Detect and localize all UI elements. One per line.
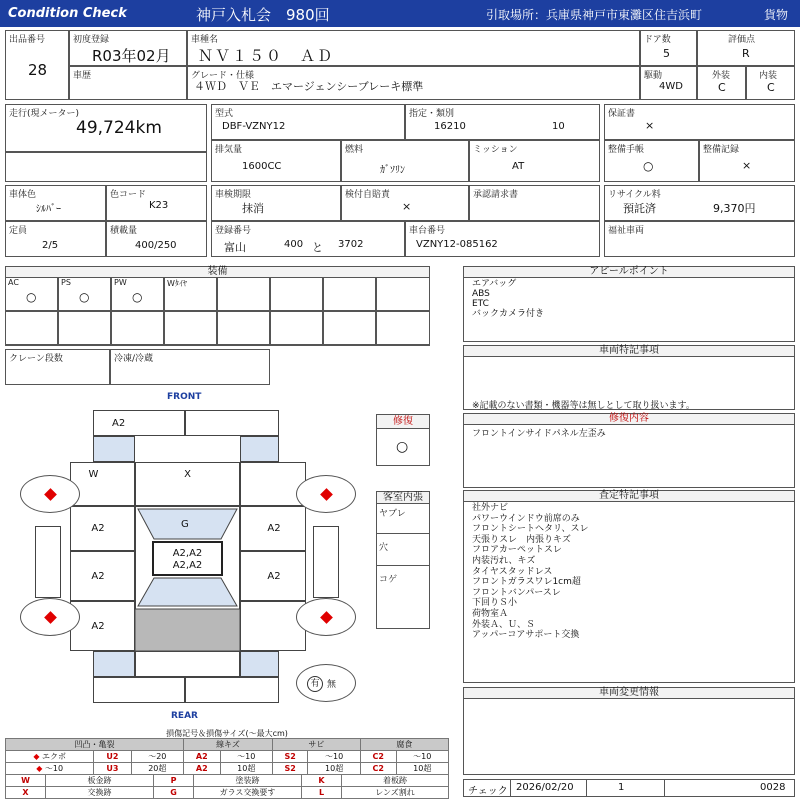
auction-title: 神戸入札会 980回 xyxy=(196,6,330,24)
type-cell xyxy=(211,104,405,140)
legend-group-corrosion: 腐食 xyxy=(360,739,448,751)
legend-r1-3: A2 xyxy=(195,752,208,761)
chassis-cell xyxy=(405,221,600,257)
model-name: ＮＶ１５０ ＡＤ xyxy=(198,47,335,65)
mission-label: ミッション xyxy=(473,145,518,155)
legend-r1-0: エクボ xyxy=(42,752,67,761)
equipment-cell xyxy=(164,311,217,345)
interior-cell xyxy=(746,66,795,100)
list-item: ABS xyxy=(472,289,490,299)
first-reg-value: R03年02月 xyxy=(92,47,171,65)
check-code: 0028 xyxy=(760,782,786,793)
change-title: 車両変更情報 xyxy=(464,688,794,699)
roof-code-2: A2,A2 xyxy=(172,560,203,571)
legend-r1-4: 〜10 xyxy=(220,751,272,763)
check-number: 1 xyxy=(618,782,625,793)
spare-yes: 有 xyxy=(307,676,323,692)
legend-group-rust: サビ xyxy=(272,739,360,751)
front-bumper-right-panel xyxy=(185,410,279,436)
drive-value: 4WD xyxy=(659,81,683,92)
legend-r2-4: 10超 xyxy=(220,763,272,775)
plate-number: 3702 xyxy=(338,239,364,250)
rating-value: R xyxy=(742,47,750,60)
designation-value: 16210 xyxy=(434,121,466,132)
maint-record-value: × xyxy=(742,159,752,172)
legend-r1-7: C2 xyxy=(372,752,384,761)
windshield-code: G xyxy=(181,519,189,530)
roof-panel xyxy=(152,541,223,576)
repair-label: 修復 xyxy=(377,415,429,429)
equipment-cell xyxy=(5,277,58,311)
doors-cell xyxy=(640,30,697,66)
equipment-cell xyxy=(5,311,58,345)
list-item: タイヤスタッドレス xyxy=(472,566,553,577)
interior-label: 内装 xyxy=(759,71,778,81)
list-item: 荷物室Ａ xyxy=(472,608,509,619)
code-x: X xyxy=(6,787,46,799)
cabin-ana: 穴 xyxy=(379,543,389,553)
history-cell xyxy=(69,66,187,100)
inspection-cell xyxy=(211,185,341,221)
legend-r2-5: S2 xyxy=(284,764,296,773)
equipment-cell xyxy=(217,277,270,311)
front-left-wheel-icon xyxy=(20,475,80,513)
legend-r1-2: 〜20 xyxy=(131,751,183,763)
exterior-label: 外装 xyxy=(712,71,731,81)
front-fender-left-panel: W xyxy=(70,462,135,506)
fuel-value: ｶﾞｿﾘﾝ xyxy=(380,165,405,176)
equipment-cell xyxy=(217,311,270,345)
list-item: フロントシートヘタリ、スレ xyxy=(472,524,589,535)
recycle-status: 預託済 xyxy=(623,202,656,215)
assessment-title: 査定特記事項 xyxy=(464,491,794,502)
first-reg-cell xyxy=(69,30,187,66)
repair-value: ○ xyxy=(396,439,409,455)
equipment-cell xyxy=(323,311,376,345)
lot-cell xyxy=(5,30,69,100)
recycle-label: リサイクル料 xyxy=(608,190,661,200)
equipment-cell xyxy=(111,277,164,311)
taillight-left-panel xyxy=(93,651,135,677)
equipment-cell xyxy=(376,277,430,311)
code-l-text: レンズ割れ xyxy=(342,787,449,799)
legend-r2-7: C2 xyxy=(372,764,384,773)
list-item: 社外ナビ xyxy=(472,503,509,513)
legend-r2-3: A2 xyxy=(195,764,208,773)
designation-label: 指定・類別 xyxy=(409,109,455,119)
assessment-panel xyxy=(463,490,795,683)
right-quarter-panel xyxy=(240,601,306,651)
equipment-cell xyxy=(111,311,164,345)
rear-label: REAR xyxy=(171,711,198,721)
repair-content-title: 修復内容 xyxy=(464,414,794,425)
list-item: 下回りＳ小 xyxy=(472,598,518,609)
capacity-cell xyxy=(5,221,106,257)
code-p: P xyxy=(154,775,194,787)
legend-r1-6: 〜10 xyxy=(308,751,360,763)
warranty-cell xyxy=(604,104,795,140)
legend-r2-1: U3 xyxy=(94,763,131,775)
recycle-cell xyxy=(604,185,795,221)
special-note: ※記載のない書類・機器等は無しとして取り扱います。 xyxy=(472,401,695,411)
chassis-value: VZNY12-085162 xyxy=(416,239,498,250)
equipment-title: 装備 xyxy=(6,267,429,278)
repair-box xyxy=(376,414,430,466)
equipment-label: PW xyxy=(114,278,127,287)
welfare-label: 福祉車両 xyxy=(608,226,645,236)
left-quarter-panel: A2 xyxy=(70,601,135,651)
change-panel xyxy=(463,687,795,775)
legend-r2-0: 〜10 xyxy=(44,764,64,773)
special-panel xyxy=(463,345,795,410)
insurance-cell xyxy=(341,185,469,221)
color-label: 車体色 xyxy=(9,190,37,200)
mileage-value: 49,724km xyxy=(76,118,162,138)
rear-bumper-left-panel xyxy=(93,677,185,703)
appeal-panel xyxy=(463,266,795,342)
approval-cell xyxy=(469,185,600,221)
type-label: 型式 xyxy=(215,109,234,119)
plate-area: 富山 xyxy=(224,241,246,254)
tailgate-shape xyxy=(135,609,240,651)
rear-glass-shape xyxy=(138,578,237,606)
displacement-value: 1600CC xyxy=(242,161,282,172)
equipment-cell xyxy=(58,311,111,345)
repair-content: フロントインサイドパネル左歪み xyxy=(472,429,606,439)
front-label: FRONT xyxy=(167,392,202,402)
equipment-cell xyxy=(164,277,217,311)
right-front-door-panel: A2 xyxy=(240,506,306,551)
list-item: 天張りスレ 内張りキズ xyxy=(472,534,571,545)
inspection-value: 抹消 xyxy=(242,202,264,215)
legend-r2-6: 10超 xyxy=(308,763,360,775)
legend-r2-8: 10超 xyxy=(396,763,448,775)
equipment-label: PS xyxy=(61,278,71,287)
load-value: 400/250 xyxy=(135,240,177,251)
fuel-cell xyxy=(341,140,469,182)
equipment-cell xyxy=(270,277,323,311)
doors-label: ドア数 xyxy=(644,35,671,45)
cabin-box xyxy=(376,491,430,629)
right-rear-door-panel: A2 xyxy=(240,551,306,601)
list-item: アッパーコアサポート交換 xyxy=(472,630,580,641)
freezer-cell xyxy=(110,349,270,385)
insurance-value: × xyxy=(402,200,412,213)
type-value: DBF-VZNY12 xyxy=(222,121,286,132)
check-date: 2026/02/20 xyxy=(516,782,574,793)
check-label: チェック xyxy=(468,786,508,797)
fuel-label: 燃料 xyxy=(345,145,364,155)
appeal-list xyxy=(472,279,544,319)
title-en: Condition Check xyxy=(8,6,127,21)
mission-cell xyxy=(469,140,600,182)
spare-no: 無 xyxy=(327,680,337,690)
damage-legend-table: 凹凸・亀裂 線キズ サビ 腐食 ◆ エクボ U2 〜20 A2 〜10 S2 〜10 C2 〜10 ◆ 〜10 U3 20超 A2 10超 S2 10超 C2 10超 xyxy=(5,738,449,775)
equipment-value: ○ xyxy=(79,290,90,304)
taillight-right-panel xyxy=(240,651,279,677)
code-x-text: 交換跡 xyxy=(46,787,154,799)
warranty-label: 保証書 xyxy=(608,109,636,119)
spare-tire-icon xyxy=(296,664,356,702)
crane-label: クレーン段数 xyxy=(9,354,63,364)
code-w: W xyxy=(6,775,46,787)
roof-code-1: A2,A2 xyxy=(172,548,203,559)
equipment-value: ○ xyxy=(132,290,143,304)
drive-cell xyxy=(640,66,697,100)
plate-kana: と xyxy=(312,241,323,254)
equipment-cell xyxy=(376,311,430,345)
rear-right-wheel-icon xyxy=(296,598,356,636)
repair-content-panel xyxy=(463,413,795,488)
header-bar xyxy=(0,0,800,27)
plate-cell xyxy=(211,221,405,257)
equipment-cell xyxy=(58,277,111,311)
legend-r1-8: 〜10 xyxy=(396,751,448,763)
rear-left-wheel-icon xyxy=(20,598,80,636)
class-number: 10 xyxy=(552,121,565,132)
approval-label: 承認請求書 xyxy=(473,190,519,200)
list-item: フロントバンパースレ xyxy=(472,587,561,598)
code-g-text: ガラス交換要す xyxy=(194,787,302,799)
exterior-value: C xyxy=(718,81,726,94)
legend-r1-5: S2 xyxy=(284,752,296,761)
rating-cell xyxy=(697,30,795,66)
capacity-label: 定員 xyxy=(9,226,28,236)
code-g: G xyxy=(154,787,194,799)
legend-r2-2: 20超 xyxy=(131,763,183,775)
pickup-location: 引取場所：兵庫県神戸市東灘区住吉浜町 xyxy=(486,8,703,22)
plate-class: 400 xyxy=(284,239,304,250)
mileage-label: 走行(現メーター) xyxy=(9,109,80,119)
left-front-door-panel: A2 xyxy=(70,506,135,551)
category: 貨物 xyxy=(764,8,789,22)
freezer-label: 冷凍/冷蔵 xyxy=(114,354,154,364)
lot-number: 28 xyxy=(28,61,48,79)
welfare-cell xyxy=(604,221,795,257)
rating-label: 評価点 xyxy=(728,35,756,45)
color-cell xyxy=(5,185,106,221)
left-mirror-box xyxy=(35,526,61,598)
equipment-cell xyxy=(270,311,323,345)
mission-value: AT xyxy=(512,161,525,172)
headlight-right-panel xyxy=(240,436,279,462)
equipment-label: Wﾀｲﾔ xyxy=(167,279,187,288)
equipment-value: ○ xyxy=(26,290,37,304)
list-item: フロアカーペットスレ xyxy=(472,545,562,556)
plate-label: 登録番号 xyxy=(215,226,252,236)
load-cell xyxy=(106,221,207,257)
capacity-value: 2/5 xyxy=(42,240,59,251)
maint-record-cell xyxy=(699,140,795,182)
recycle-fee: 9,370円 xyxy=(713,202,756,215)
exterior-cell xyxy=(697,66,746,100)
doors-value: 5 xyxy=(663,47,670,60)
check-bar xyxy=(463,779,795,797)
hood-panel: X xyxy=(135,462,240,506)
list-item: 外装Ａ、Ｕ、Ｓ xyxy=(472,619,536,630)
cabin-title: 客室内張 xyxy=(377,492,429,504)
list-item: エアバッグ xyxy=(472,279,517,289)
legend-r1-1: U2 xyxy=(94,751,131,763)
color-code-cell xyxy=(106,185,207,221)
list-item: バックカメラ付き xyxy=(472,309,545,319)
drive-label: 駆動 xyxy=(644,71,663,81)
lot-label: 出品番号 xyxy=(9,35,46,45)
warranty-value: × xyxy=(645,119,655,132)
designation-cell xyxy=(405,104,600,140)
code-legend-table xyxy=(5,774,449,799)
color-value: ｼﾙﾊﾞｰ xyxy=(36,204,61,215)
list-item: ETC xyxy=(472,299,489,309)
interior-value: C xyxy=(767,81,775,94)
code-k: K xyxy=(302,775,342,787)
mileage-cell xyxy=(5,104,207,152)
right-mirror-box xyxy=(313,526,339,598)
appeal-title: アピールポイント xyxy=(464,267,794,278)
grade-cell xyxy=(187,66,640,100)
maint-book-value: ○ xyxy=(643,159,654,173)
color-code-label: 色コード xyxy=(110,190,147,200)
front-bumper-panel: A2 xyxy=(93,410,185,436)
grade-value: ４ＷＤ ＶＥ エマージェンシーブレーキ標準 xyxy=(194,80,424,93)
special-title: 車両特記事項 xyxy=(464,346,794,357)
code-k-text: 着板跡 xyxy=(342,775,449,787)
load-label: 積載量 xyxy=(110,226,138,236)
cabin-koge: コゲ xyxy=(379,575,398,585)
code-w-text: 板金跡 xyxy=(46,775,154,787)
first-reg-label: 初度登録 xyxy=(73,35,110,45)
equipment-cell xyxy=(323,277,376,311)
legend-group-scratch: 線キズ xyxy=(184,739,273,751)
grade-label: グレード・仕様 xyxy=(191,71,255,81)
crane-cell xyxy=(5,349,110,385)
chassis-label: 車台番号 xyxy=(409,226,446,236)
back-door-lower-panel xyxy=(135,651,240,677)
maint-book-label: 整備手帳 xyxy=(608,145,645,155)
history-label: 車歴 xyxy=(73,71,92,81)
list-item: パワーウインドウ前席のみ xyxy=(472,513,580,524)
cabin-yabure: ヤブレ xyxy=(379,509,406,519)
front-fender-right-panel xyxy=(240,462,306,506)
inspection-label: 車検期限 xyxy=(215,190,252,200)
left-rear-door-panel: A2 xyxy=(70,551,135,601)
model-name-cell xyxy=(187,30,640,66)
maint-book-cell xyxy=(604,140,699,182)
displacement-label: 排気量 xyxy=(215,145,243,155)
maint-record-label: 整備記録 xyxy=(703,145,740,155)
model-name-label: 車種名 xyxy=(191,35,219,45)
front-right-wheel-icon xyxy=(296,475,356,513)
code-l: L xyxy=(302,787,342,799)
color-code-value: K23 xyxy=(149,200,169,211)
code-p-text: 塗装跡 xyxy=(194,775,302,787)
legend-group-dent: 凹凸・亀裂 xyxy=(6,739,184,751)
rear-bumper-right-panel xyxy=(185,677,279,703)
assessment-list xyxy=(472,503,589,641)
list-item: 内装汚れ、キズ xyxy=(472,555,536,566)
displacement-cell xyxy=(211,140,341,182)
legend-title: 損傷記号＆損傷サイズ(〜最大cm) xyxy=(166,729,288,738)
insurance-label: 検付自賠責 xyxy=(345,190,391,200)
list-item: フロントガラスワレ1cm超 xyxy=(472,577,581,588)
headlight-left-panel xyxy=(93,436,135,462)
mileage-extra-cell xyxy=(5,152,207,182)
equipment-label: AC xyxy=(8,278,19,287)
